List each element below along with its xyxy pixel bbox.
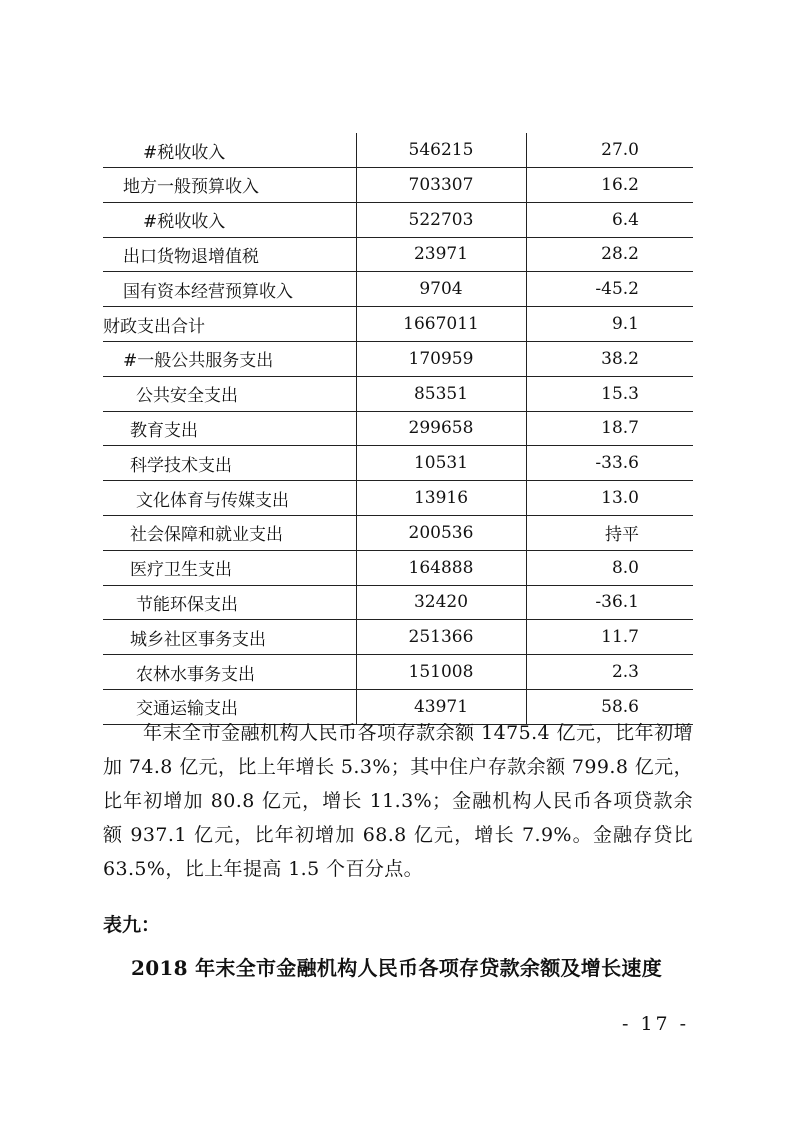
paragraph-text: 年末全市金融机构人民币各项存款余额 1475.4 亿元，比年初增加 74.8 亿元，比上年增长 5.3%；其中住户存款余额 799.8 亿元，比年初增加 80.8 亿元，增长 11.3%；金融机构人民币各项贷款余额 937.1 亿元，比年初增加 68.8 亿元，增长 7.9%。金融存贷比 63.5%，比上年提高 1.5 个百分点。: [103, 722, 693, 880]
row-item-name: 文化体育与传媒支出: [103, 481, 356, 516]
table-row: [103, 481, 693, 516]
row-item-name: 交通运输支出: [103, 689, 356, 724]
row-amount: 13916: [356, 481, 526, 516]
row-growth: 持平: [526, 515, 693, 550]
row-item-name: 国有资本经营预算收入: [103, 272, 356, 307]
row-growth: 27.0: [526, 133, 693, 168]
row-amount: 522703: [356, 202, 526, 237]
row-item-name: 出口货物退增值税: [103, 237, 356, 272]
row-item-name: 城乡社区事务支出: [103, 620, 356, 655]
table-row: [103, 515, 693, 550]
table-title: 2018 年末全市金融机构人民币各项存贷款余额及增长速度: [130, 956, 663, 980]
table-row: [103, 446, 693, 481]
row-item-name: 农林水事务支出: [103, 655, 356, 690]
table-row: [103, 202, 693, 237]
row-item-name: #税收收入: [103, 202, 356, 237]
row-amount: 85351: [356, 376, 526, 411]
row-item-name: #税收收入: [103, 133, 356, 168]
table-row: [103, 272, 693, 307]
row-amount: 32420: [356, 585, 526, 620]
body-paragraph: [103, 716, 693, 886]
row-growth: -36.1: [526, 585, 693, 620]
row-growth: 58.6: [526, 689, 693, 724]
table-row: [103, 376, 693, 411]
table-row: [103, 585, 693, 620]
table-row: [103, 550, 693, 585]
row-amount: 1667011: [356, 307, 526, 342]
row-amount: 251366: [356, 620, 526, 655]
row-item-name: 财政支出合计: [103, 307, 356, 342]
row-growth: 15.3: [526, 376, 693, 411]
row-amount: 151008: [356, 655, 526, 690]
row-growth: 16.2: [526, 168, 693, 203]
row-growth: 13.0: [526, 481, 693, 516]
row-amount: 164888: [356, 550, 526, 585]
table-row: [103, 411, 693, 446]
row-amount: 170959: [356, 341, 526, 376]
row-item-name: 公共安全支出: [103, 376, 356, 411]
fiscal-table: [103, 133, 693, 725]
table-row: [103, 133, 693, 168]
row-item-name: 医疗卫生支出: [103, 550, 356, 585]
row-amount: 23971: [356, 237, 526, 272]
row-item-name: 地方一般预算收入: [103, 168, 356, 203]
row-growth: 18.7: [526, 411, 693, 446]
row-growth: -45.2: [526, 272, 693, 307]
row-growth: 6.4: [526, 202, 693, 237]
row-item-name: 教育支出: [103, 411, 356, 446]
row-amount: 200536: [356, 515, 526, 550]
table-row: [103, 620, 693, 655]
table-label: 表九：: [103, 914, 161, 936]
row-growth: -33.6: [526, 446, 693, 481]
row-growth: 11.7: [526, 620, 693, 655]
row-growth: 8.0: [526, 550, 693, 585]
row-amount: 299658: [356, 411, 526, 446]
row-growth: 38.2: [526, 341, 693, 376]
row-amount: 9704: [356, 272, 526, 307]
row-amount: 43971: [356, 689, 526, 724]
table-row: [103, 168, 693, 203]
row-amount: 703307: [356, 168, 526, 203]
table-row: [103, 307, 693, 342]
table-row: [103, 237, 693, 272]
table-row: [103, 655, 693, 690]
row-item-name: 节能环保支出: [103, 585, 356, 620]
row-item-name: 社会保障和就业支出: [103, 515, 356, 550]
page-number: - 17 -: [622, 1013, 690, 1035]
row-item-name: 科学技术支出: [103, 446, 356, 481]
row-growth: 28.2: [526, 237, 693, 272]
row-growth: 9.1: [526, 307, 693, 342]
row-growth: 2.3: [526, 655, 693, 690]
table-row: [103, 341, 693, 376]
row-amount: 10531: [356, 446, 526, 481]
row-item-name: #一般公共服务支出: [103, 341, 356, 376]
row-amount: 546215: [356, 133, 526, 168]
